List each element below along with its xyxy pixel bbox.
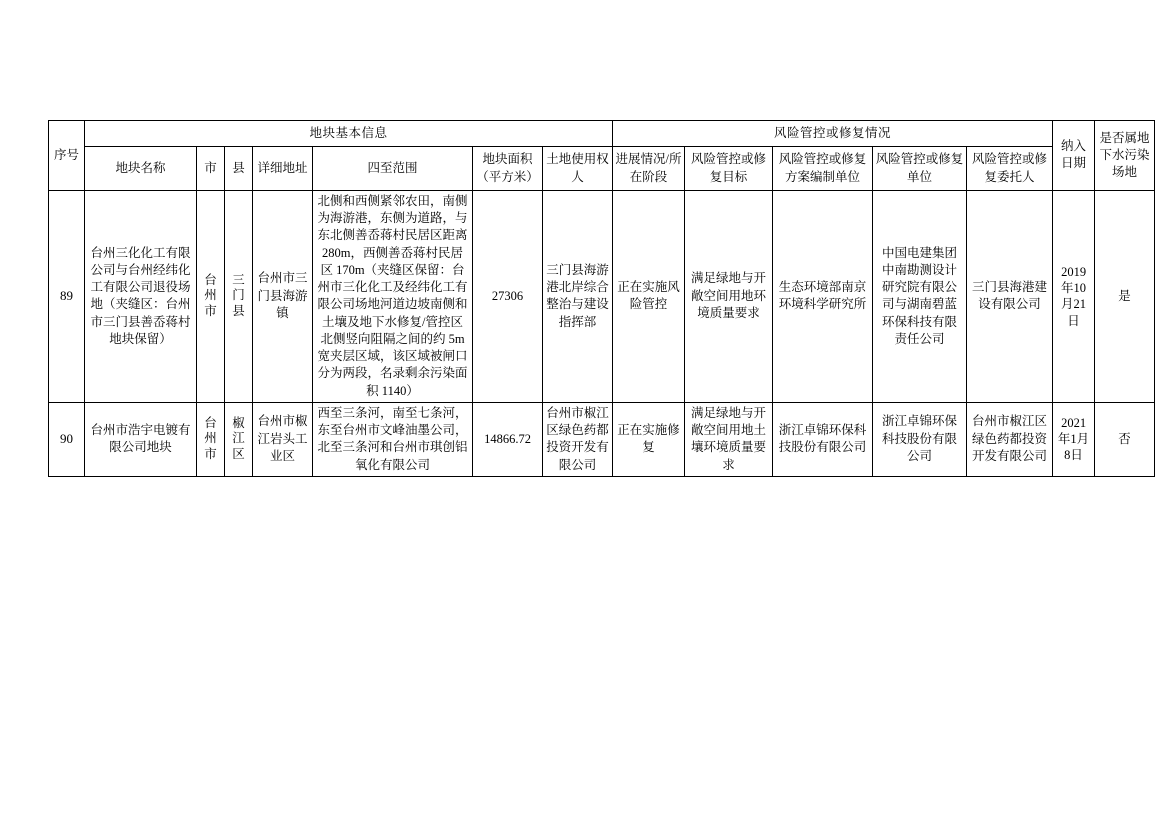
cell-stage: 正在实施修复 bbox=[613, 402, 685, 476]
table-header-row-sub bbox=[49, 147, 1155, 191]
header-group-risk: 风险管控或修复情况 bbox=[613, 121, 1053, 147]
cell-owner: 台州市椒江区绿色药都投资开发有限公司 bbox=[543, 402, 613, 476]
cell-county: 椒江区 bbox=[225, 402, 253, 476]
header-range: 四至范围 bbox=[313, 147, 473, 191]
header-groundwater: 是否属地下水污染场地 bbox=[1095, 121, 1155, 191]
header-county: 县 bbox=[225, 147, 253, 191]
cell-groundwater: 否 bbox=[1095, 402, 1155, 476]
header-address: 详细地址 bbox=[253, 147, 313, 191]
header-goal: 风险管控或修复目标 bbox=[685, 147, 773, 191]
cell-address: 台州市椒江岩头工业区 bbox=[253, 402, 313, 476]
cell-plan-unit: 生态环境部南京环境科学研究所 bbox=[773, 190, 873, 402]
cell-county: 三门县 bbox=[225, 190, 253, 402]
cell-city: 台州市 bbox=[197, 402, 225, 476]
header-name: 地块名称 bbox=[85, 147, 197, 191]
header-client: 风险管控或修复委托人 bbox=[967, 147, 1053, 191]
cell-range: 西至三条河，南至七条河，东至台州市文峰油墨公司，北至三条河和台州市琪创铝氧化有限公司 bbox=[313, 402, 473, 476]
table-container bbox=[48, 120, 1150, 477]
cell-area: 14866.72 bbox=[473, 402, 543, 476]
cell-city: 台州市 bbox=[197, 190, 225, 402]
cell-owner: 三门县海游港北岸综合整治与建设指挥部 bbox=[543, 190, 613, 402]
cell-date: 2021年1月8日 bbox=[1053, 402, 1095, 476]
header-stage: 进展情况/所在阶段 bbox=[613, 147, 685, 191]
cell-goal: 满足绿地与开敞空间用地土壤环境质量要求 bbox=[685, 402, 773, 476]
cell-repair-unit: 浙江卓锦环保科技股份有限公司 bbox=[873, 402, 967, 476]
table-row bbox=[49, 190, 1155, 402]
cell-repair-unit: 中国电建集团中南勘测设计研究院有限公司与湖南碧蓝环保科技有限责任公司 bbox=[873, 190, 967, 402]
table-header-row-top bbox=[49, 121, 1155, 147]
cell-seq: 90 bbox=[49, 402, 85, 476]
header-city: 市 bbox=[197, 147, 225, 191]
header-repair-unit: 风险管控或修复单位 bbox=[873, 147, 967, 191]
header-group-basic: 地块基本信息 bbox=[85, 121, 613, 147]
cell-plan-unit: 浙江卓锦环保科技股份有限公司 bbox=[773, 402, 873, 476]
cell-name: 台州市浩宇电镀有限公司地块 bbox=[85, 402, 197, 476]
cell-date: 2019年10月21日 bbox=[1053, 190, 1095, 402]
cell-stage: 正在实施风险管控 bbox=[613, 190, 685, 402]
header-area: 地块面积（平方米） bbox=[473, 147, 543, 191]
cell-groundwater: 是 bbox=[1095, 190, 1155, 402]
cell-range: 北侧和西侧紧邻农田，南侧为海游港，东侧为道路，与东北侧善岙蒋村民居区距离 280m，西侧善岙蒋村民居区 170m（夹缝区保留：台州市三化化工及经纬化工有限公司场地河道边坡南侧和土壤及地下水修复/管控区北侧竖向阻隔之间的约 5m 宽夹层区域，该区域被闸口分为两段，名录剩余污染面积 1140） bbox=[313, 190, 473, 402]
header-seq: 序号 bbox=[49, 121, 85, 191]
contaminated-sites-table bbox=[48, 120, 1155, 477]
cell-client: 台州市椒江区绿色药都投资开发有限公司 bbox=[967, 402, 1053, 476]
cell-client: 三门县海港建设有限公司 bbox=[967, 190, 1053, 402]
table-row bbox=[49, 402, 1155, 476]
cell-goal: 满足绿地与开敞空间用地环境质量要求 bbox=[685, 190, 773, 402]
cell-seq: 89 bbox=[49, 190, 85, 402]
header-owner: 土地使用权人 bbox=[543, 147, 613, 191]
header-date: 纳入日期 bbox=[1053, 121, 1095, 191]
header-plan-unit: 风险管控或修复方案编制单位 bbox=[773, 147, 873, 191]
cell-name: 台州三化化工有限公司与台州经纬化工有限公司退役场地（夹缝区：台州市三门县善岙蒋村地块保留） bbox=[85, 190, 197, 402]
cell-area: 27306 bbox=[473, 190, 543, 402]
cell-address: 台州市三门县海游镇 bbox=[253, 190, 313, 402]
